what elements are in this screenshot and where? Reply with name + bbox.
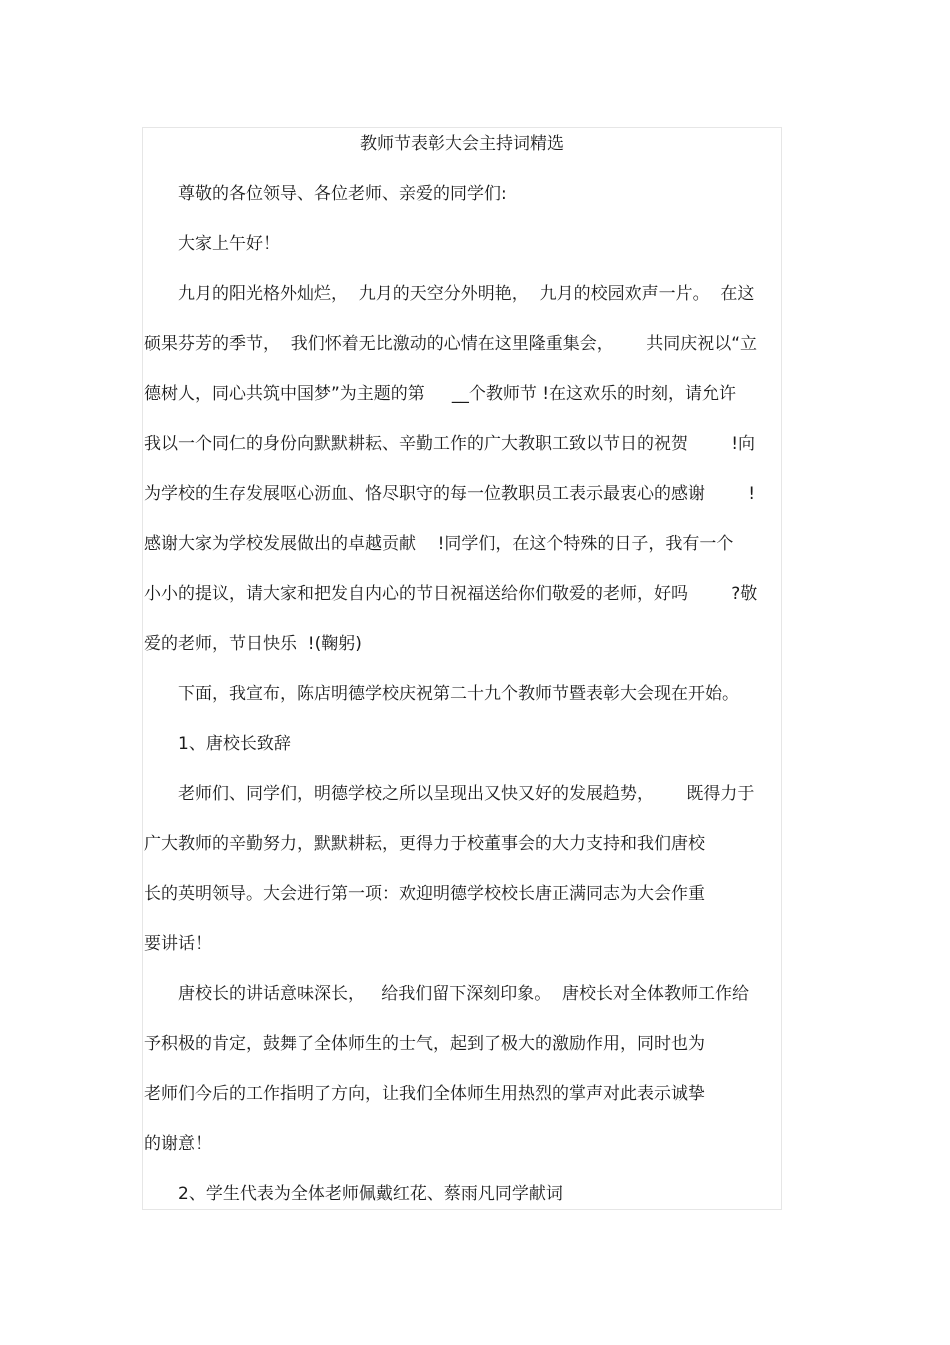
text-line-6: 我以一个同仁的身份向默默耕耘、辛勤工作的广大教职工致以节日的祝贺 !向 xyxy=(144,434,756,454)
text-line-15: 长的英明领导。大会进行第一项：欢迎明德学校校长唐正满同志为大会作重 xyxy=(144,884,705,904)
text-line-2: 大家上午好！ xyxy=(178,234,280,254)
text-line-18: 予积极的肯定，鼓舞了全体师生的士气，起到了极大的激励作用，同时也为 xyxy=(144,1034,705,1054)
text-line-19: 老师们今后的工作指明了方向，让我们全体师生用热烈的掌声对此表示诚挚 xyxy=(144,1084,705,1104)
text-line-9: 小小的提议，请大家和把发自内心的节日祝福送给你们敬爱的老师，好吗 ?敬 xyxy=(144,584,758,604)
text-line-13: 老师们、同学们，明德学校之所以呈现出又快又好的发展趋势， 既得力于 xyxy=(178,784,755,804)
text-line-21: 2、学生代表为全体老师佩戴红花、蔡雨凡同学献词 xyxy=(178,1184,563,1204)
text-line-5: 德树人，同心共筑中国梦”为主题的第 __个教师节 !在这欢乐的时刻，请允许 xyxy=(144,384,737,404)
text-line-16: 要讲话！ xyxy=(144,934,212,954)
text-line-14: 广大教师的辛勤努力，默默耕耘，更得力于校董事会的大力支持和我们唐校 xyxy=(144,834,705,854)
text-line-3: 九月的阳光格外灿烂， 九月的天空分外明艳， 九月的校园欢声一片。 在这 xyxy=(178,284,755,304)
text-line-17: 唐校长的讲话意味深长， 给我们留下深刻印象。 唐校长对全体教师工作给 xyxy=(178,984,750,1004)
text-line-10: 爱的老师，节日快乐 !(鞠躬) xyxy=(144,634,362,654)
text-line-4: 硕果芬芳的季节， 我们怀着无比激动的心情在这里隆重集会， 共同庆祝以“立 xyxy=(144,334,758,354)
text-line-11: 下面，我宣布，陈店明德学校庆祝第二十九个教师节暨表彰大会现在开始。 xyxy=(178,684,739,704)
text-line-20: 的谢意！ xyxy=(144,1134,212,1154)
text-line-7: 为学校的生存发展呕心沥血、恪尽职守的每一位教职员工表示最衷心的感谢 ! xyxy=(144,484,756,504)
text-line-1: 尊敬的各位领导、各位老师、亲爱的同学们: xyxy=(178,184,507,204)
text-line-12: 1、唐校长致辞 xyxy=(178,734,291,754)
text-line-8: 感谢大家为学校发展做出的卓越贡献 !同学们，在这个特殊的日子，我有一个 xyxy=(144,534,734,554)
document-title: 教师节表彰大会主持词精选 xyxy=(360,134,564,154)
